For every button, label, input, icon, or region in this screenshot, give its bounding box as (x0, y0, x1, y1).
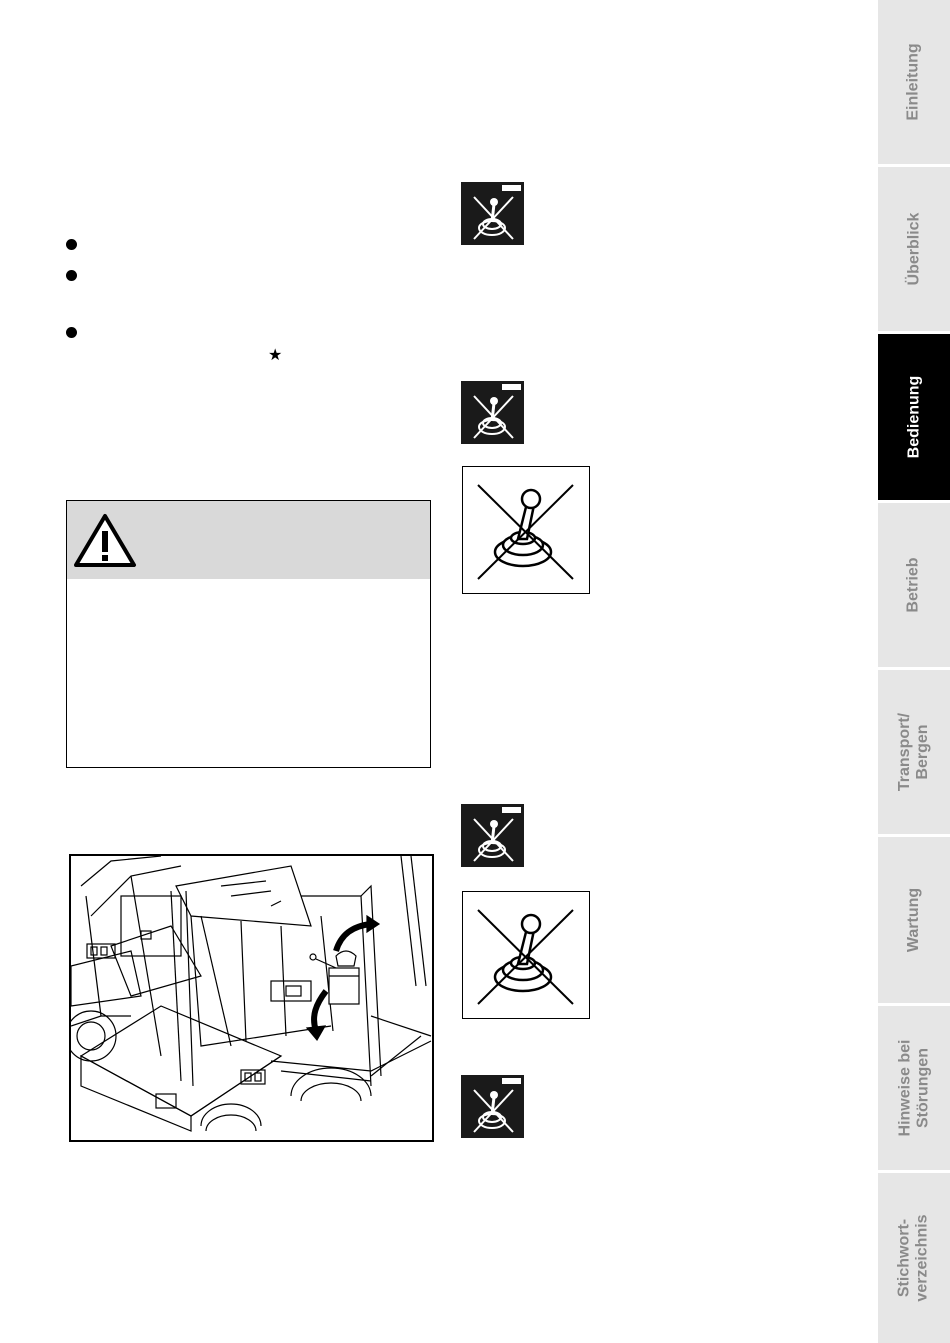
optional-equipment-star: ★ (268, 347, 283, 364)
tab-transport-bergen-label (896, 713, 932, 791)
tab-ueberblick[interactable] (878, 167, 950, 331)
tab-betrieb[interactable] (878, 503, 950, 667)
tab-bedienung-label: Bedienung (905, 375, 923, 459)
tab-betrieb-label: Betrieb (905, 557, 922, 613)
tab-wartung-label: Wartung (905, 887, 922, 953)
section-tabs (878, 0, 950, 1343)
tab-stichwort-label (896, 1214, 932, 1301)
lever-lock-icon (461, 1075, 524, 1138)
tab-transport-bergen[interactable] (878, 670, 950, 834)
excavator-cab-illustration (69, 854, 434, 1142)
tab-hinweise-stoerungen[interactable] (878, 1006, 950, 1170)
tab-einleitung-label: Einleitung (905, 43, 923, 121)
joystick-lock-large-icon (462, 891, 590, 1019)
tab-ueberblick-label: Überblick (905, 212, 923, 286)
warning-header (67, 501, 430, 579)
tab-hinweise-line2: Störungen (914, 1048, 932, 1129)
tab-einleitung[interactable] (878, 0, 950, 164)
warning-triangle-icon (73, 512, 137, 568)
tab-stichwort-line1: Stichwort- (896, 1218, 913, 1298)
bullet-1 (66, 239, 77, 250)
bullet-2 (66, 270, 77, 281)
bullet-3 (66, 327, 77, 338)
tab-stichwortverzeichnis[interactable] (878, 1173, 950, 1343)
lever-lock-icon (461, 182, 524, 245)
tab-hinweise-line1: Hinweise bei (896, 1039, 914, 1137)
tab-transport-line2: Bergen (914, 724, 932, 780)
tab-hinweise-label (896, 1040, 932, 1137)
tab-wartung[interactable] (878, 837, 950, 1003)
lever-lock-icon (461, 804, 524, 867)
tab-bedienung[interactable] (878, 334, 950, 500)
warning-box (66, 500, 431, 768)
tab-transport-line1: Transport/ (896, 712, 914, 792)
tab-stichwort-line2: verzeichnis (914, 1214, 931, 1302)
lever-lock-icon (461, 381, 524, 444)
joystick-lock-large-icon (462, 466, 590, 594)
